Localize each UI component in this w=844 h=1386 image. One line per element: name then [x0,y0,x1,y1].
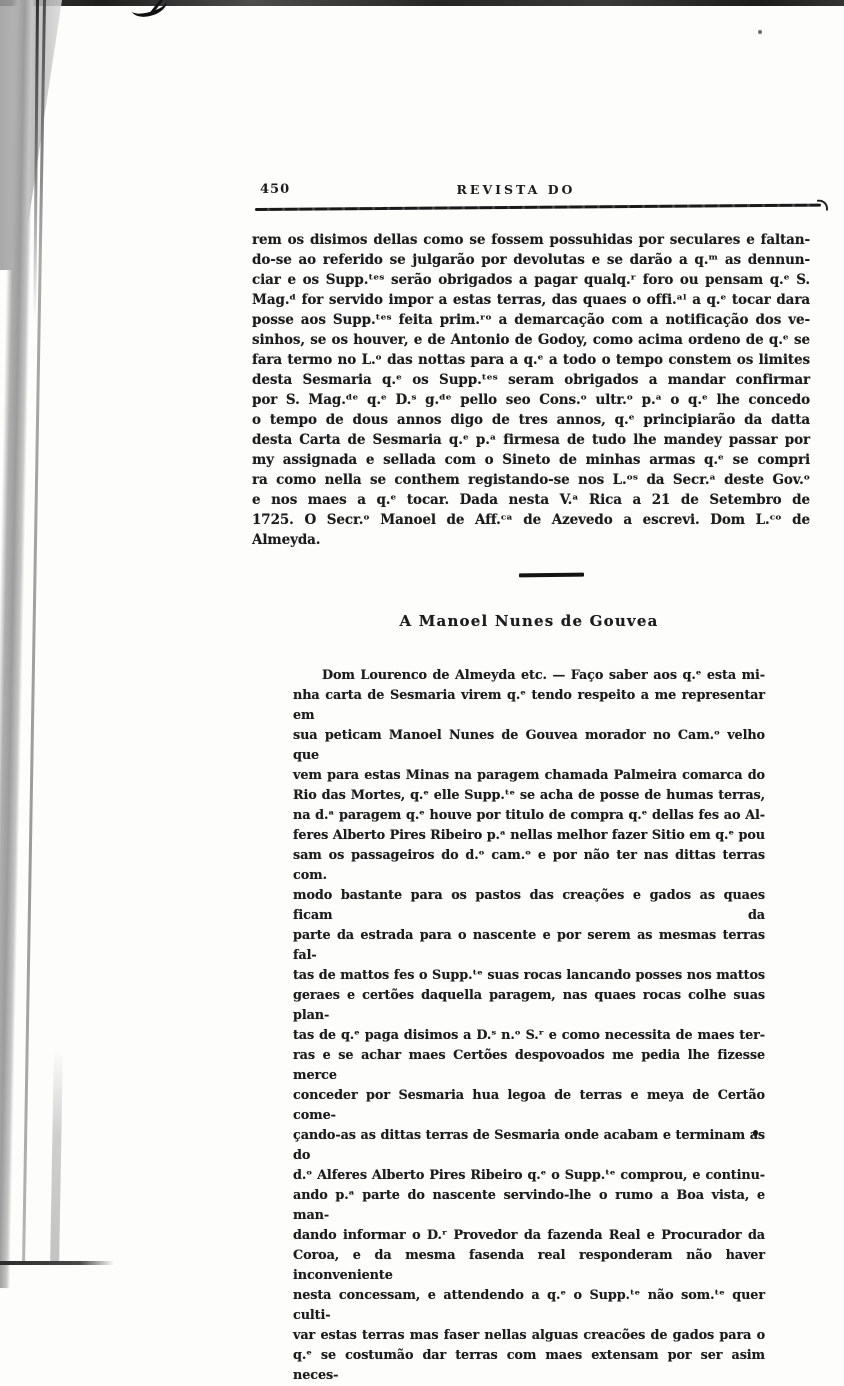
text-line: my assignada e sellada com o Sineto de minhas armas q.ᵉ se compri [252,452,810,468]
text-line: tas de mattos fes o Supp.ᵗᵉ suas rocas lancando posses nos mattos [293,968,765,983]
text-line: ra como nella se conthem registando-se nos L.ᵒˢ da Secr.ᵃ deste Gov.ᵒ [252,472,810,488]
text-line: d.ᵒ Alferes Alberto Pires Ribeiro q.ᵉ o Supp.ᵗᵉ comprou, e continu- [293,1168,765,1183]
text-line: rem os disimos dellas como se fossem possuhidas por seculares e faltan- [252,232,810,248]
text-line: geraes e certões daquella paragem, nas quaes rocas colhe suas plan- [293,988,765,1023]
text-line: q.ᵉ se costumão dar terras com maes extensam por ser asim neces- [293,1348,765,1383]
text-line: desta Sesmaria q.ᵉ os Supp.ᵗᵉˢ seram obrigados a mandar confirmar [252,372,810,388]
text-line: dando informar o D.ʳ Provedor da fazenda Real e Procurador da [293,1228,765,1243]
scan-edge-streak [50,1050,63,1264]
text-line: e nos maes a q.ᵉ tocar. Dada nesta V.ᵃ Rica a 21 de Setembro de [252,492,810,508]
text-line: ciar e os Supp.ᵗᵉˢ serão obrigados a pagar qualq.ʳ foro ou pensam q.ᵉ S. [252,272,810,288]
text-line: parte da estrada para o nascente e por serem as mesmas terras fal- [293,928,765,963]
text-line: sua peticam Manoel Nunes de Gouvea morador no Cam.ᵒ velho que [293,728,765,763]
text-line: ras e se achar maes Certões despovoados me pedia lhe fizesse merce [293,1048,765,1083]
text-line: modo bastante para os pastos das creações e gados as quaes ficam da [293,888,765,923]
text-line: conceder por Sesmaria hua legoa de terras e meya de Certão come- [293,1088,765,1123]
section-heading: A Manoel Nunes de Gouvea [399,612,659,630]
text-line: nha carta de Sesmaria virem q.ᵉ tendo respeito a me representar em [293,688,765,723]
text-line: 1725. O Secr.ᵒ Manoel de Aff.ᶜᵃ de Azevedo a escrevi. Dom L.ᶜᵒ de [252,512,810,528]
text-line: Coroa, e da mesma fasenda real responderam não haver inconveniente [293,1248,765,1283]
text-line: tas de q.ᵉ paga disimos a D.ˢ n.ᵒ S.ʳ e como necessita de maes ter- [293,1028,765,1043]
text-line: sam os passageiros do d.ᵒ cam.ᵒ e por não ter nas dittas terras com. [293,848,765,883]
scan-corner-mark [129,0,169,21]
text-line: çando-as as dittas terras de Sesmaria onde acabam e terminam as do [293,1128,765,1163]
running-title: REVISTA DO [456,182,576,197]
text-line: fara termo no L.ᵒ das nottas para a q.ᵉ a todo o tempo constem os limites [252,352,810,368]
text-line: desta Carta de Sesmaria q.ᵉ p.ᵃ firmesa de tudo lhe mandey passar por [252,432,810,448]
page-number: 450 [260,182,291,197]
text-line: posse aos Supp.ᵗᵉˢ feita prim.ʳᵒ a demarcação com a notificação dos ve- [252,312,810,328]
text-line: var estas terras mas faser nellas alguas creacões de gados para o [293,1328,765,1343]
text-line: Almeyda. [252,532,321,548]
section-divider-rule [519,573,584,578]
text-line: ando p.ᵃ parte do nascente servindo-lhe o rumo a Boa vista, e man- [293,1188,765,1223]
text-line: do-se ao referido se julgarão por devolutas e se darão a q.ᵐ as dennun- [252,252,810,268]
text-line: Dom Lourenco de Almeyda etc. — Faço saber aos q.ᵉ esta mi- [322,668,765,683]
text-line: feres Alberto Pires Ribeiro p.ᵃ nellas melhor fazer Sitio em q.ᵉ pou [293,828,765,843]
text-line: por S. Mag.ᵈᵉ q.ᵉ D.ˢ g.ᵈᵉ pello seo Cons.ᵒ ultr.ᵒ p.ᵃ o q.ᵉ lhe concedo [252,392,810,408]
paragraph-carta-manoel-nunes [293,666,765,1386]
text-line: sinhos, se os houver, e de Antonio de Godoy, como acima ordeno de q.ᵉ se [252,332,810,348]
paragraph-sesmaria-continuation [252,230,810,550]
text-line: na d.ᵃ paragem q.ᵉ houve por titulo de compra q.ᵉ dellas fes ao Al- [293,808,765,823]
text-line: o tempo de dous annos digo de tres annos, q.ᵉ principiarão da datta [252,412,810,428]
text-line: nesta concessam, e attendendo a q.ᵉ o Supp.ᵗᵉ não som.ᵗᵉ quer culti- [293,1288,765,1323]
scan-bottom-edge [0,1261,114,1265]
page-text-block [252,0,810,1383]
text-line: Mag.ᵈ for servido impor a estas terras, das quaes o offi.ᵃˡ a q.ᵉ tocar dara [252,292,810,308]
text-line: vem para estas Minas na paragem chamada Palmeira comarca do [293,768,765,783]
text-line: Rio das Mortes, q.ᵉ elle Supp.ᵗᵉ se acha de posse de humas terras, [293,788,765,803]
